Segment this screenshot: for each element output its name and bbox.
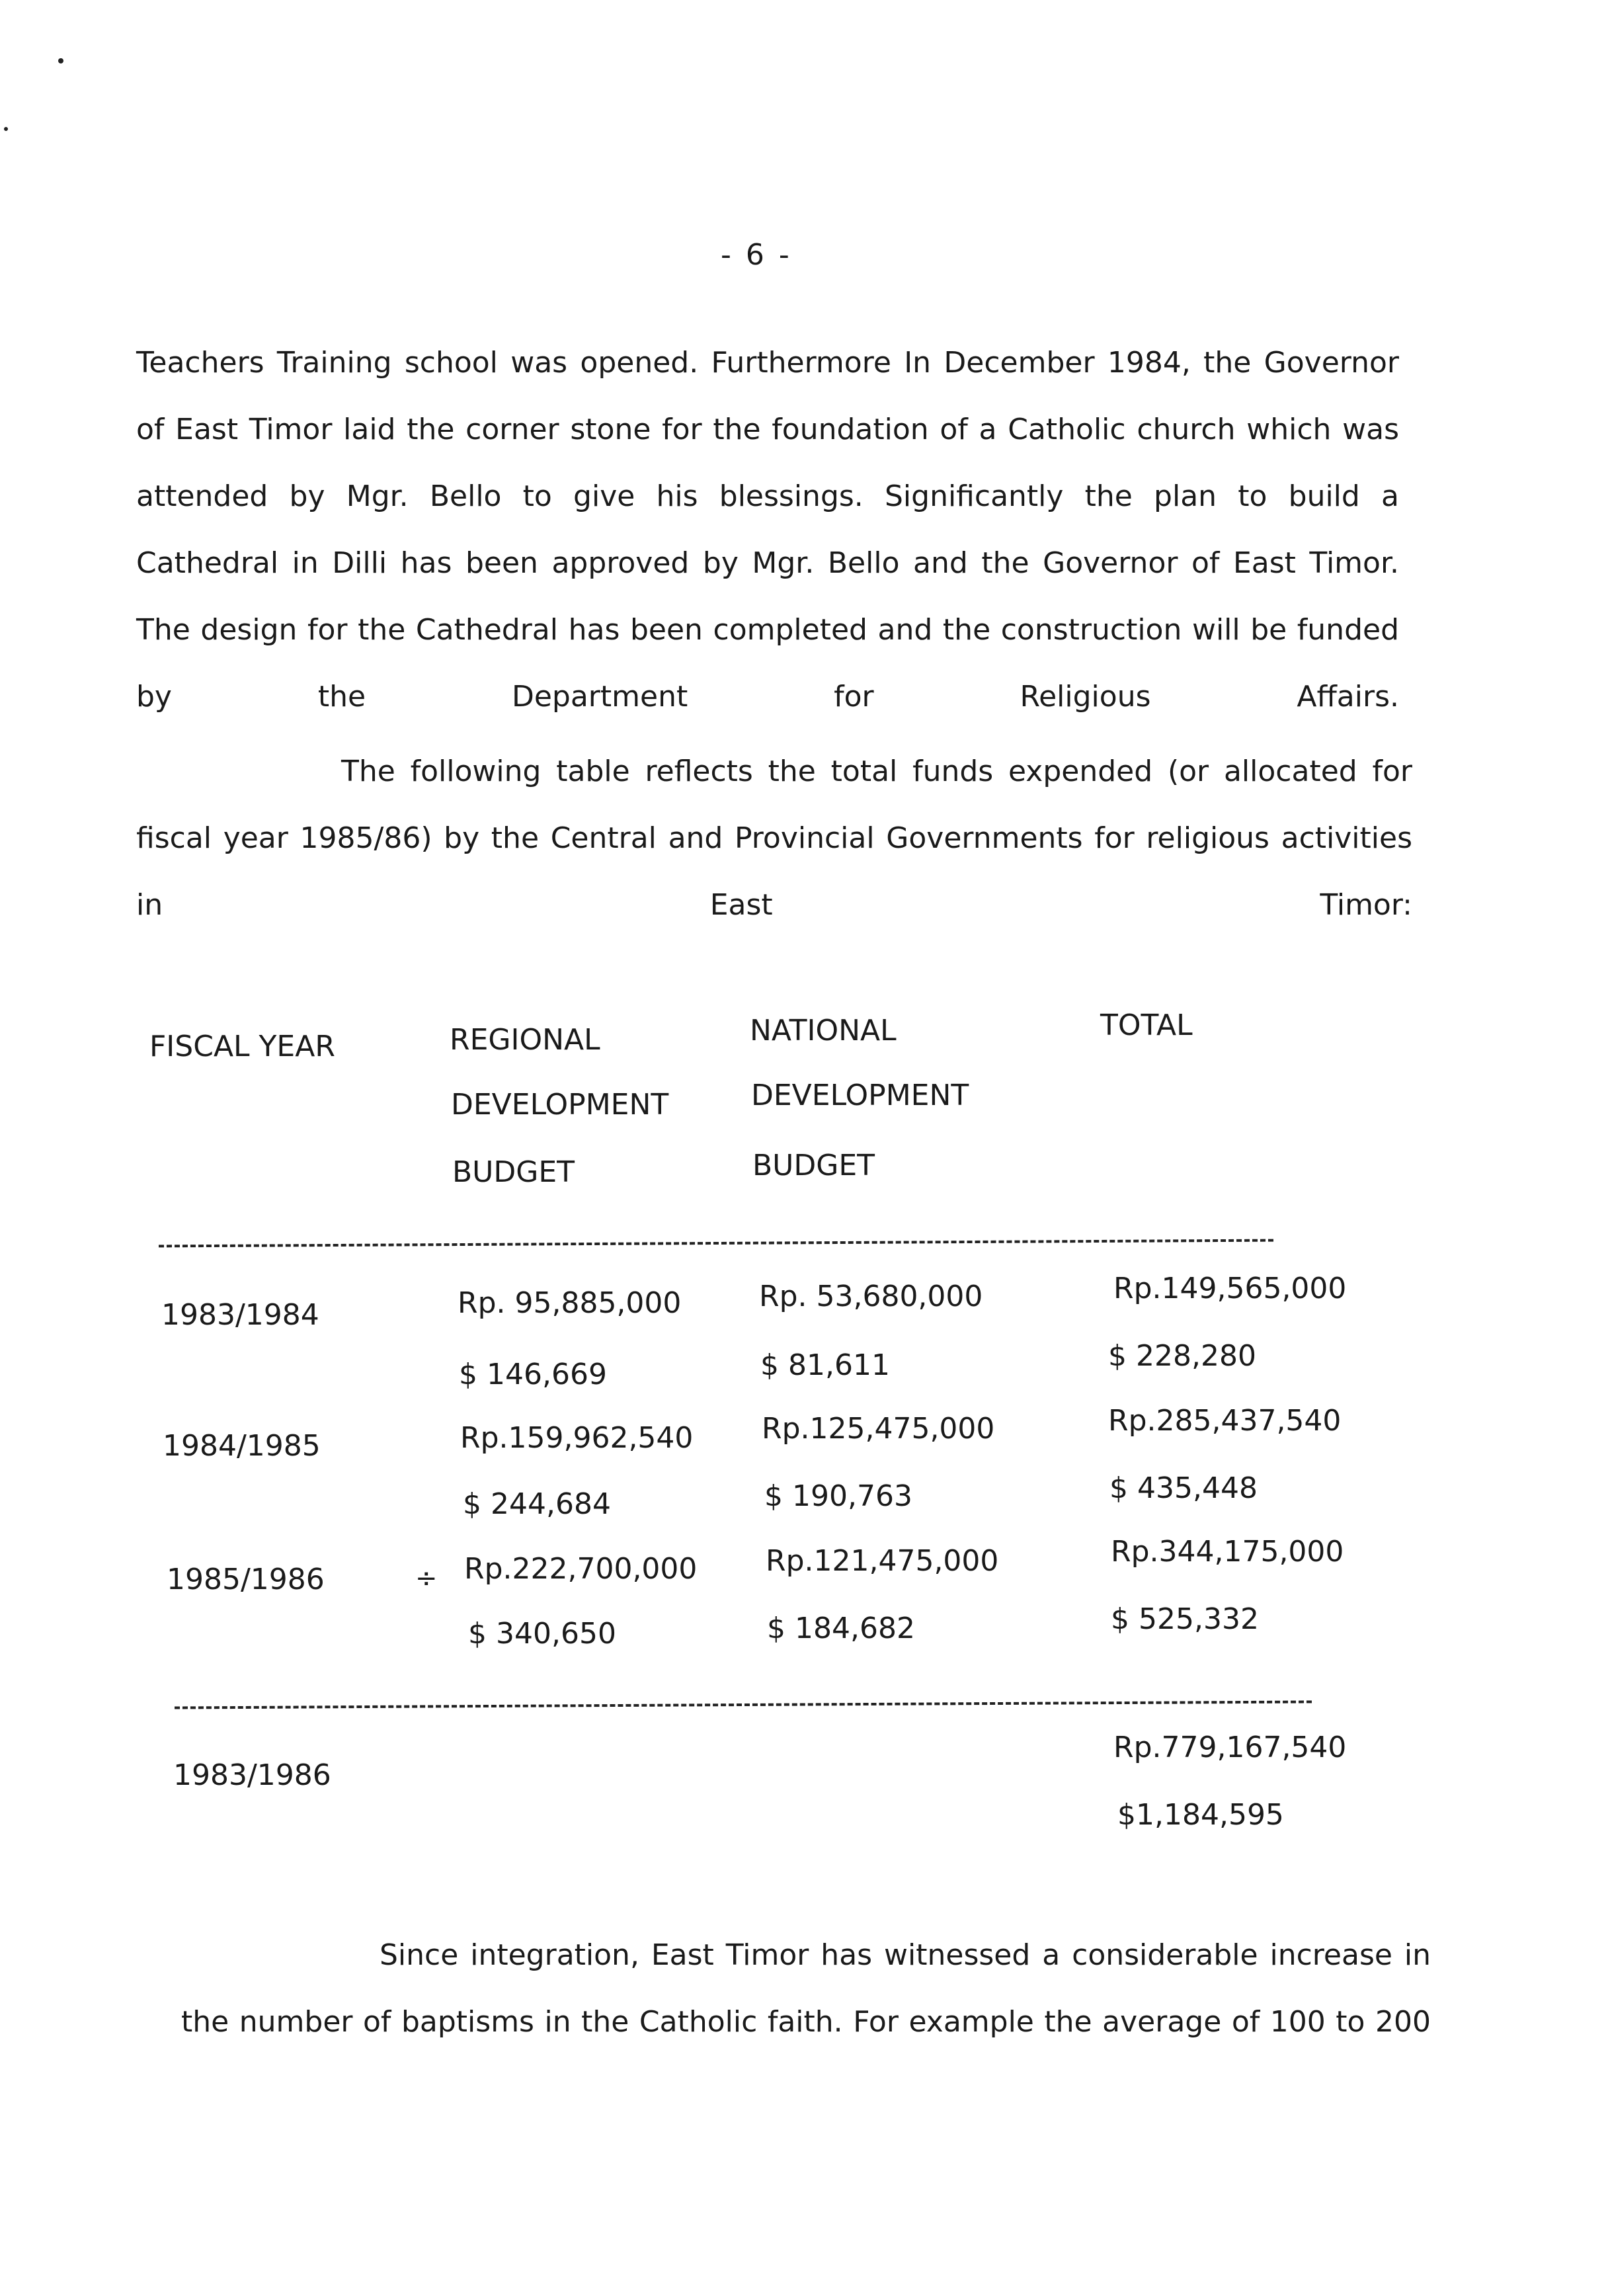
- paragraph-3: [181, 1922, 1431, 2055]
- paragraph-line: attended by Mgr. Bello to give his blessings. Significantly the plan to build a: [136, 479, 1399, 513]
- cell-total-usd: $ 228,280: [1108, 1339, 1256, 1373]
- header-regional-line: REGIONAL: [450, 1023, 600, 1057]
- cell-regional-rp: Rp.159,962,540: [460, 1421, 694, 1455]
- header-total: TOTAL: [1100, 1008, 1193, 1042]
- cell-national-rp: Rp. 53,680,000: [759, 1280, 983, 1313]
- paragraph-line: by the Department for Religious Affairs.: [136, 680, 1399, 714]
- cell-regional-rp: Rp.222,700,000: [464, 1552, 698, 1586]
- cell-national-usd: $ 190,763: [764, 1479, 912, 1513]
- header-regional-line: DEVELOPMENT: [451, 1088, 669, 1122]
- scan-speck: [58, 58, 63, 63]
- scan-speck: [4, 127, 8, 131]
- cell-year: 1985/1986: [167, 1563, 325, 1596]
- cell-year: 1983/1984: [161, 1298, 319, 1332]
- cell-total-rp: Rp.149,565,000: [1113, 1272, 1347, 1305]
- table-divider-bottom: [175, 1700, 1312, 1709]
- paragraph-line: in East Timor:: [136, 888, 1412, 922]
- header-regional-line: BUDGET: [452, 1155, 575, 1189]
- paragraph-line: Since integration, East Timor has witnessed a considerable increase in: [380, 1938, 1431, 1972]
- summary-total-usd: $1,184,595: [1117, 1798, 1284, 1832]
- page-number: - 6 -: [721, 238, 792, 272]
- cell-total-rp: Rp.344,175,000: [1111, 1535, 1344, 1569]
- header-national-line: NATIONAL: [750, 1014, 897, 1047]
- cell-national-usd: $ 81,611: [760, 1348, 890, 1382]
- table-divider-top: [159, 1239, 1273, 1248]
- cell-year: 1984/1985: [163, 1429, 321, 1463]
- paragraph-line: the number of baptisms in the Catholic faith. For example the average of 100 to 200: [181, 2005, 1431, 2039]
- cell-regional-usd: $ 146,669: [459, 1358, 607, 1391]
- paragraph-2: [136, 738, 1412, 938]
- row-marker: ÷: [415, 1563, 438, 1594]
- summary-year: 1983/1986: [173, 1758, 331, 1792]
- paragraph-line: Teachers Training school was opened. Furthermore In December 1984, the Governor: [136, 346, 1399, 380]
- cell-national-rp: Rp.121,475,000: [766, 1544, 999, 1578]
- cell-national-usd: $ 184,682: [767, 1612, 915, 1645]
- cell-regional-rp: Rp. 95,885,000: [458, 1286, 682, 1320]
- cell-total-usd: $ 525,332: [1111, 1602, 1259, 1636]
- cell-total-rp: Rp.285,437,540: [1108, 1404, 1342, 1438]
- cell-regional-usd: $ 340,650: [468, 1617, 616, 1651]
- summary-total-rp: Rp.779,167,540: [1113, 1731, 1347, 1764]
- paragraph-line: Cathedral in Dilli has been approved by Mgr. Bello and the Governor of East Timor.: [136, 546, 1399, 580]
- cell-regional-usd: $ 244,684: [463, 1487, 611, 1521]
- cell-national-rp: Rp.125,475,000: [762, 1412, 995, 1446]
- header-fiscal-year: FISCAL YEAR: [149, 1030, 335, 1063]
- paragraph-line: The following table reflects the total funds expended (or allocated for: [341, 755, 1412, 788]
- paragraph-line: The design for the Cathedral has been completed and the construction will be funded: [136, 613, 1399, 647]
- paragraph-1: [136, 329, 1399, 730]
- cell-total-usd: $ 435,448: [1109, 1471, 1258, 1505]
- header-national-line: DEVELOPMENT: [751, 1079, 969, 1112]
- header-national-line: BUDGET: [752, 1149, 875, 1182]
- paragraph-line: fiscal year 1985/86) by the Central and Provincial Governments for religious activities: [136, 821, 1412, 855]
- paragraph-line: of East Timor laid the corner stone for the foundation of a Catholic church which was: [136, 413, 1399, 446]
